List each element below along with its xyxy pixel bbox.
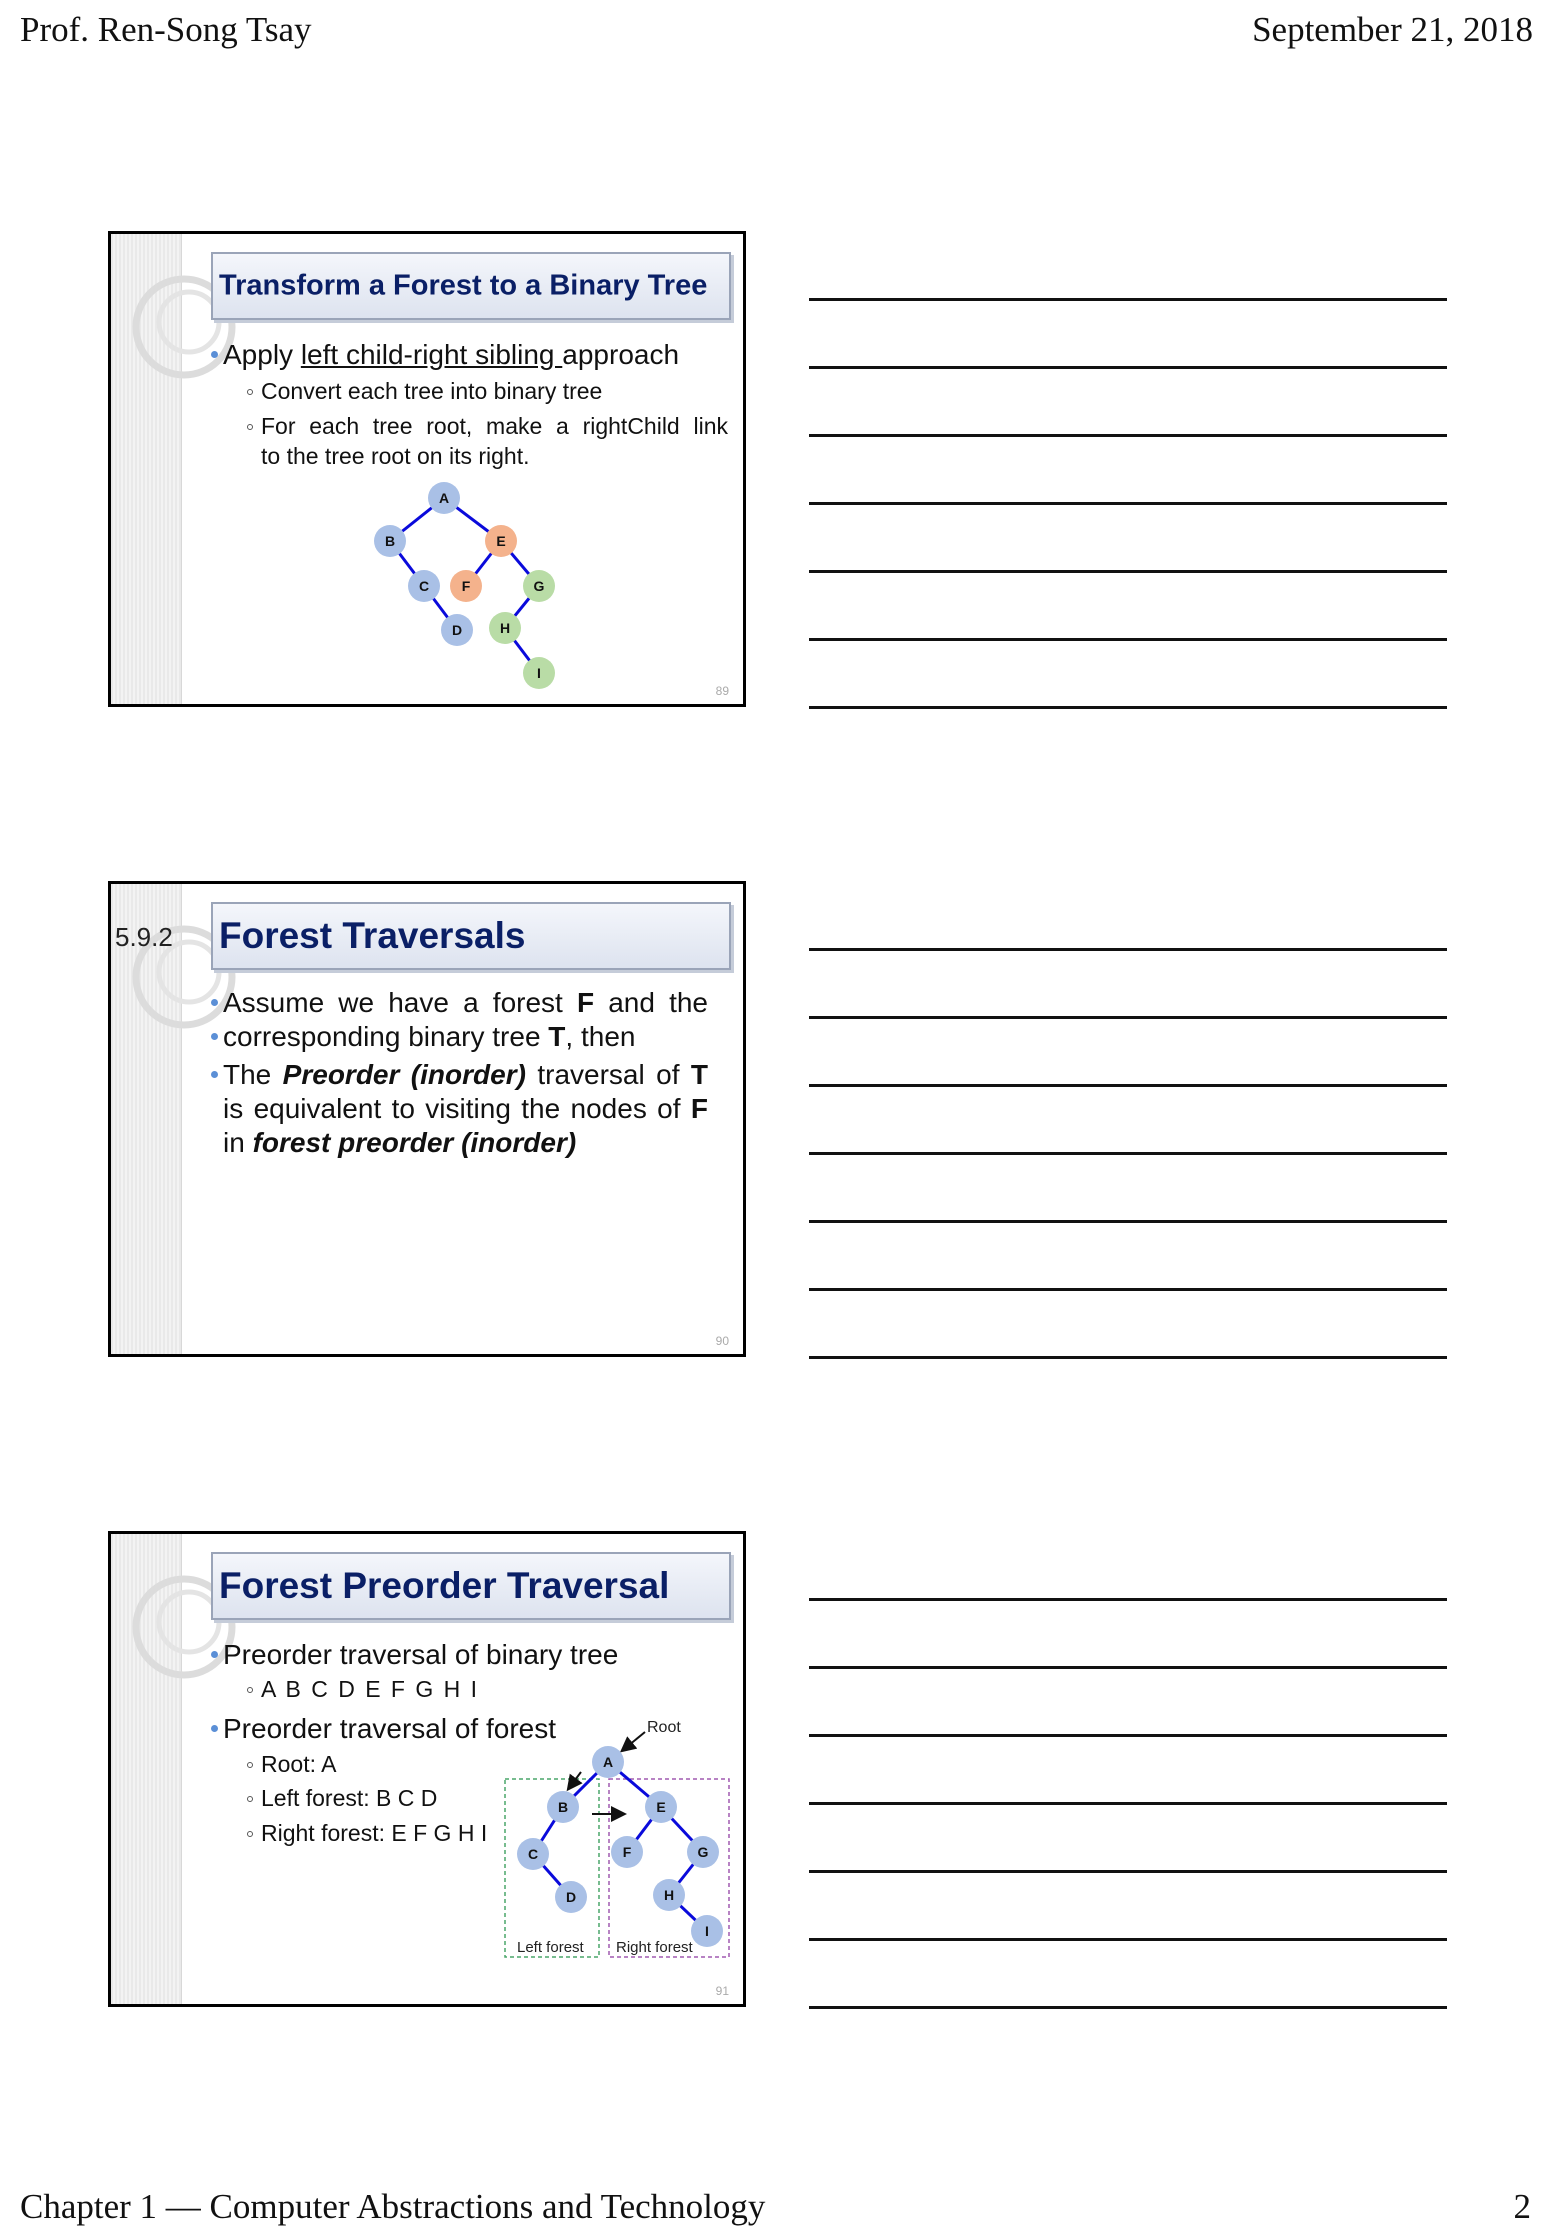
binary-tree-diagram <box>111 234 746 707</box>
note-line <box>809 1356 1447 1359</box>
slide-number: 89 <box>715 684 729 698</box>
bullet-preorder: The Preorder (inorder) traversal of T <box>223 1059 708 1090</box>
node-label-b: B <box>384 533 396 549</box>
sub-bullet-convert: Convert each tree into binary tree <box>261 378 603 404</box>
sub-bullet-root: Root: A <box>261 1751 337 1777</box>
slide-number: 91 <box>715 1984 729 1998</box>
sub-bullet-left-forest: Left forest: B C D <box>261 1785 438 1811</box>
note-line <box>809 570 1447 573</box>
root-label: Root <box>647 1719 681 1736</box>
node-label-b: B <box>557 1799 569 1815</box>
node-label-d: D <box>565 1889 577 1905</box>
note-line <box>809 638 1447 641</box>
slide-89 <box>108 231 746 707</box>
note-line <box>809 366 1447 369</box>
note-line <box>809 1802 1447 1805</box>
node-label-f: F <box>622 1844 632 1860</box>
note-line <box>809 706 1447 709</box>
note-line <box>809 2006 1447 2009</box>
node-label-c: C <box>527 1846 539 1862</box>
note-line <box>809 1938 1447 1941</box>
sub-bullet-rightchild: For each tree root, make a rightChild link <box>261 413 728 439</box>
root-pointer-arrow <box>623 1732 645 1750</box>
bullet-assume: Assume we have a forest F and the <box>223 987 709 1018</box>
node-label-g: G <box>533 578 545 594</box>
note-line <box>809 948 1447 951</box>
left-forest-label: Left forest <box>517 1939 584 1956</box>
slide-title: Forest Preorder Traversal <box>219 1565 670 1606</box>
node-label-f: F <box>461 578 471 594</box>
sub-bullet-right-forest: Right forest: E F G H I <box>261 1820 488 1846</box>
note-line <box>809 1666 1447 1669</box>
page-header-date: September 21, 2018 <box>1252 10 1533 49</box>
node-label-i: I <box>705 1923 709 1939</box>
node-label-h: H <box>499 620 511 636</box>
section-number: 5.9.2 <box>115 922 173 952</box>
page-footer-chapter: Chapter 1 — Computer Abstractions and Technology <box>20 2187 766 2226</box>
note-line <box>809 1598 1447 1601</box>
underlined-term: left child-right sibling <box>300 339 563 370</box>
note-line <box>809 298 1447 301</box>
node-label-a: A <box>438 490 450 506</box>
bullet-preorder-forest: Preorder traversal of forest <box>223 1713 557 1744</box>
slide-91 <box>108 1531 746 2007</box>
slide-90 <box>108 881 746 1357</box>
slide-title: Transform a Forest to a Binary Tree <box>219 269 708 302</box>
bullet-apply: Apply left child-right sibling approach <box>223 339 680 370</box>
page-footer-number: 2 <box>1513 2187 1531 2226</box>
slide-title: Forest Traversals <box>219 915 526 956</box>
node-label-h: H <box>663 1887 675 1903</box>
bullet-preorder-binary: Preorder traversal of binary tree <box>223 1639 619 1670</box>
bullet-assume-cont: corresponding binary tree T, then <box>223 1020 708 1054</box>
bullet-preorder-cont: is equivalent to visiting the nodes of F <box>223 1093 708 1124</box>
node-label-c: C <box>418 578 430 594</box>
node-label-a: A <box>602 1754 614 1770</box>
node-label-g: G <box>697 1844 709 1860</box>
note-line <box>809 434 1447 437</box>
note-line <box>809 1152 1447 1155</box>
note-line <box>809 1288 1447 1291</box>
bullet-preorder-cont2: in forest preorder (inorder) <box>223 1127 577 1158</box>
sub-bullet-rightchild-cont: to the tree root on its right. <box>261 443 530 469</box>
slide-number: 90 <box>715 1334 729 1348</box>
note-line <box>809 502 1447 505</box>
node-label-e: E <box>656 1799 666 1815</box>
slide-title-box <box>211 902 731 970</box>
note-line <box>809 1084 1447 1087</box>
right-forest-label: Right forest <box>616 1939 693 1956</box>
sub-bullet-sequence: A B C D E F G H I <box>261 1676 480 1702</box>
left-pointer-arrow <box>569 1772 581 1788</box>
node-label-i: I <box>537 665 541 681</box>
node-label-e: E <box>496 533 506 549</box>
note-line <box>809 1220 1447 1223</box>
note-line <box>809 1734 1447 1737</box>
note-line <box>809 1016 1447 1019</box>
page-header-author: Prof. Ren-Song Tsay <box>20 10 312 49</box>
note-line <box>809 1870 1447 1873</box>
node-label-d: D <box>451 622 463 638</box>
forest-tree-diagram <box>111 1534 746 2007</box>
